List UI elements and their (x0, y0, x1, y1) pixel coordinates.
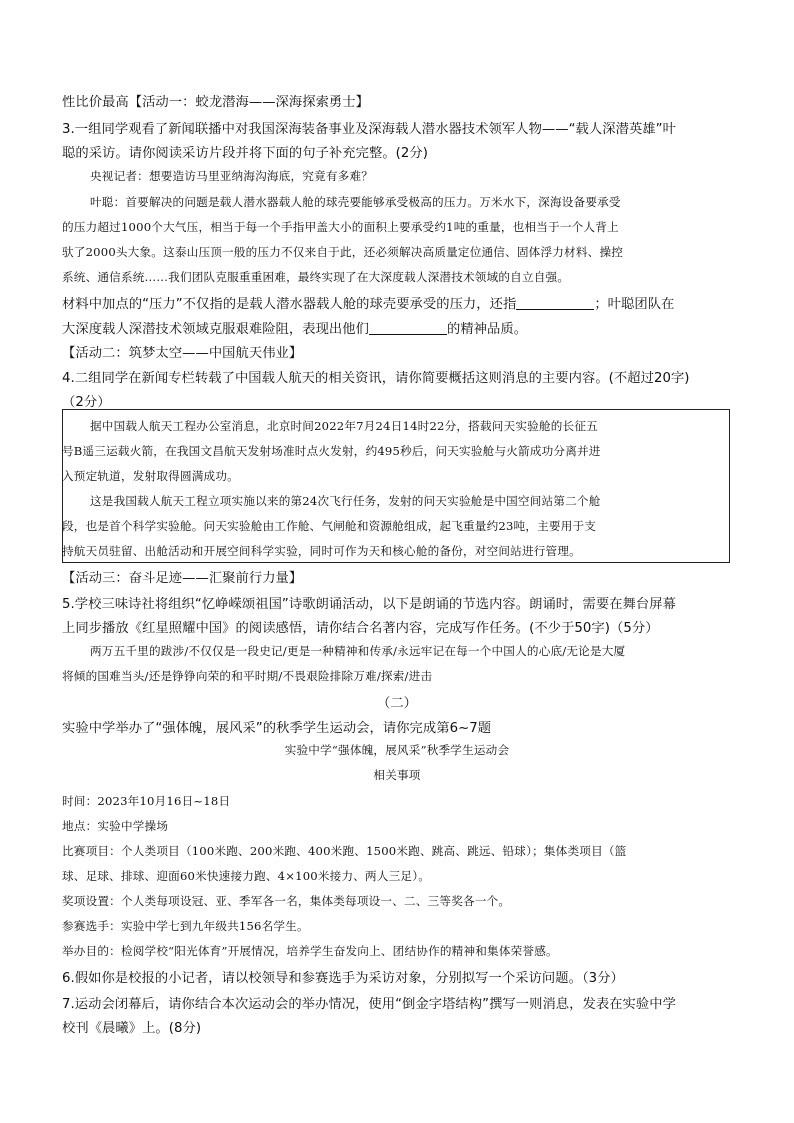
part-2-number: （二） (376, 696, 418, 711)
notice-title: 实验中学“强体魄，展风采”秋季学生运动会 (284, 743, 510, 757)
interview-question: 央视记者：想要造访马里亚纳海沟海底，究竟有多难？ (90, 169, 374, 183)
question-5-line-1: 5.学校三味诗社将组织“忆峥嵘颂祖国”诗歌朗诵活动，以下是朗诵的节选内容。朗诵时，需要在舞台屏幕 (62, 597, 676, 612)
part-2-intro: 实验中学举办了“强体魄，展风采”的秋季学生运动会，请你完成第6~7题 (62, 721, 492, 736)
activity3-heading: 【活动三：奋斗足迹——汇聚前行力量】 (62, 571, 303, 586)
interview-answer-line: 驮了2000头大象。这泰山压顶一般的压力不仅来自于此，还必须解决高质量定位通信、固体浮力材料、操控 (62, 245, 624, 259)
answer-blank[interactable] (369, 320, 447, 335)
news-line: 这是我国载人航天工程立项实施以来的第24次飞行任务，发射的问天实验舱是中国空间站第二个舱 (90, 494, 601, 508)
poem-line: 将倾的国难当头/还是铮铮向荣的和平时期/不畏艰险排除万难/探索/进击 (62, 669, 433, 683)
question-5-line-2: 上同步播放《红星照耀中国》的阅读感悟，请你结合名著内容，完成写作任务。(不少于50字)（5分） (62, 621, 659, 636)
news-line: 段，也是首个科学实验舱。问天实验舱由工作舱、气闸舱和资源舱组成，起飞重量约23吨，主要用于支 (62, 519, 597, 533)
activity1-heading: 性比价最高【活动一：蛟龙潜海——深海探索勇士】 (62, 95, 369, 110)
notice-subtitle: 相关事项 (373, 768, 421, 782)
fill-blank-text: 材料中加点的“压力”不仅指的是载人潜水器载人舱的球壳要承受的压力，还指 (62, 297, 517, 312)
interview-answer-line: 的压力超过1000个大气压，相当于每一个手指甲盖大小的面积上要承受约1吨的重量，也相当于一个人背上 (62, 220, 619, 234)
fill-blank-text: 的精神品质。 (446, 322, 528, 337)
news-line: 持航天员驻留、出舱活动和开展空间科学实验，同时可作为天和核心舱的备份，对空间站进行管理。 (62, 544, 581, 558)
news-line: 据中国载人航天工程办公室消息，北京时间2022年7月24日14时22分，搭载问天实验舱的长征五 (90, 419, 598, 433)
question-7-line-1: 7.运动会闭幕后，请你结合本次运动会的举办情况，使用“倒金字塔结构”撰写一则消息，发表在实验中学 (62, 997, 676, 1012)
question-6: 6.假如你是校报的小记者，请以校领导和参赛选手为采访对象，分别拟写一个采访问题。（3分） (62, 971, 624, 986)
news-line: 号B遥三运载火箭，在我国文昌航天发射场准时点火发射，约495秒后，问天实验舱与火箭成功分离并进 (62, 444, 601, 458)
question-4-line-1: 4.二组同学在新闻专栏转载了中国载人航天的相关资讯，请你简要概括这则消息的主要内容。(不超过20字) (62, 371, 690, 386)
fill-blank-sentence-2 (62, 318, 527, 337)
interview-answer-line: 叶聪：首要解决的问题是载人潜水器载人舱的球壳要能够承受极高的压力。万米水下，深海设备要承受 (90, 195, 621, 209)
activity2-heading: 【活动二：筑梦太空——中国航天伟业】 (62, 346, 303, 361)
question-3-line-2: 聪的采访。请你阅读采访片段并将下面的句子补充完整。(2分) (62, 146, 429, 161)
answer-blank[interactable] (516, 295, 594, 310)
poem-line: 两万五千里的跋涉/不仅仅是一段史记/更是一种精神和传承/永远牢记在每一个中国人的心底/无论是大厦 (90, 644, 626, 658)
fill-blank-text: 大深度载人深潜技术领域克服艰难险阻，表现出他们 (62, 322, 369, 337)
notice-item: 地点：实验中学操场 (62, 819, 169, 833)
fill-blank-sentence-1 (62, 293, 674, 312)
question-3-line-1: 3.一组同学观看了新闻联播中对我国深海装备事业及深海载人潜水器技术领军人物——“载人深潜英雄”叶 (62, 122, 676, 137)
notice-item: 球、足球、排球、迎面60米快速接力跑、4×100米接力、两人三足）。 (62, 869, 431, 883)
notice-item: 参赛选手：实验中学七到九年级共156名学生。 (62, 919, 309, 933)
notice-item: 时间：2023年10月16日~18日 (62, 794, 231, 808)
question-7-line-2: 校刊《晨曦》上。(8分) (62, 1021, 202, 1036)
interview-answer-line: 系统、通信系统……我们团队克服重重困难，最终实现了在大深度载人深潜技术领域的自立自强。 (62, 270, 570, 284)
question-4-line-2: （2分） (62, 395, 111, 410)
notice-item: 举办目的：检阅学校“阳光体育”开展情况，培养学生奋发向上、团结协作的精神和集体荣誉感。 (62, 944, 558, 958)
fill-blank-text: ；叶聪团队在 (594, 297, 675, 312)
news-line: 入预定轨道，发射取得圆满成功。 (62, 469, 239, 483)
notice-item: 比赛项目：个人类项目（100米跑、200米跑、400米跑、1500米跑、跳高、跳远、铅球）；集体类项目（篮 (62, 844, 627, 858)
notice-item: 奖项设置：个人类每项设冠、亚、季军各一名，集体类每项设一、二、三等奖各一个。 (62, 894, 511, 908)
